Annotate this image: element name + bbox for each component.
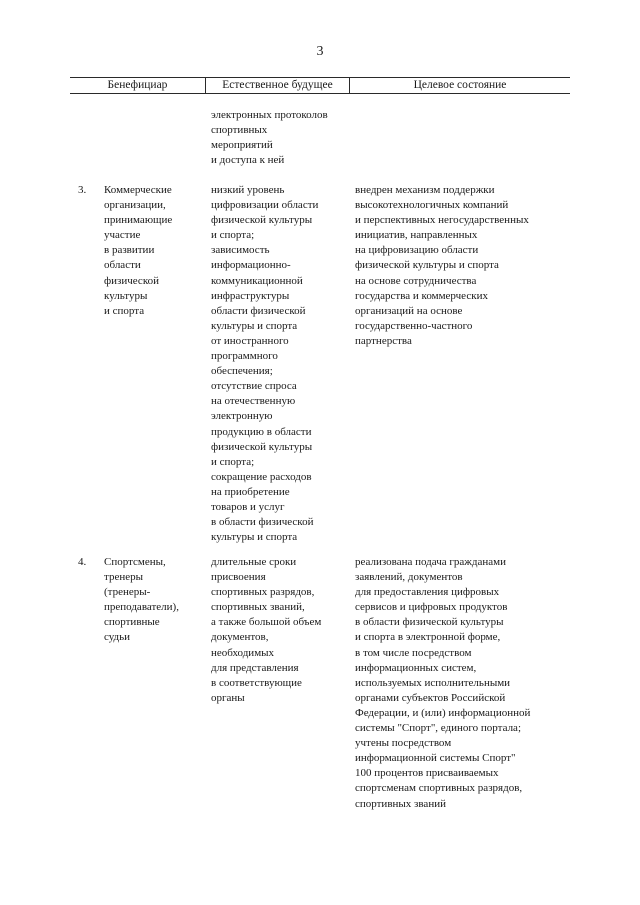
row-number: 4. bbox=[78, 556, 87, 568]
row-target-cell: внедрен механизм поддержки высокотехнологичных компаний и перспективных негосударственных инициатив, направленных на цифровизацию области физической культуры и спорта на основе сотрудничества государства и коммерческих организаций на основе государственно-частного партнерства bbox=[355, 184, 529, 347]
table-header bbox=[70, 77, 570, 94]
row-beneficiary-cell: Спортсмены, тренеры (тренеры- преподаватели), спортивные судьи bbox=[104, 556, 179, 644]
header-beneficiary: Бенефициар bbox=[107, 79, 168, 91]
row-future-cell: длительные сроки присвоения спортивных разрядов, спортивных званий, а также большой объем документов, необходимых для представления в соответствующие органы bbox=[211, 556, 322, 704]
header-target-state: Целевое состояние bbox=[413, 79, 507, 91]
row-beneficiary-cell: Коммерческие организации, принимающие участие в развитии области физической культуры и спорта bbox=[104, 184, 173, 317]
header-natural-future: Естественное будущее bbox=[222, 79, 333, 91]
row-future-cell: низкий уровень цифровизации области физической культуры и спорта; зависимость информационно- коммуникационной инфраструктуры области физической культуры и спорта от иностранного программного обеспечения; отсутствие спроса на отечественную электронную продукцию в области физической культуры и спорта; сокращение расходов на приобретение товаров и услуг в области физической культуры и спорта bbox=[211, 184, 319, 544]
continuation-future-cell: электронных протоколов спортивных мероприятий и доступа к ней bbox=[211, 109, 328, 167]
row-target-cell: реализована подача гражданами заявлений, документов для предоставления цифровых сервисов и цифровых продуктов в области физической культуры и спорта в электронной форме, в том числе посредством информационных систем, используемых исполнительными органами субъектов Российской Федерации, и (или) информационной системы "Спорт", единого портала; учтены посредством информационной системы Спорт" 100 процентов присваиваемых спортсменам спортивных разрядов, спортивных званий bbox=[355, 556, 531, 810]
page-number: 3 bbox=[316, 44, 324, 59]
row-number: 3. bbox=[78, 184, 87, 196]
